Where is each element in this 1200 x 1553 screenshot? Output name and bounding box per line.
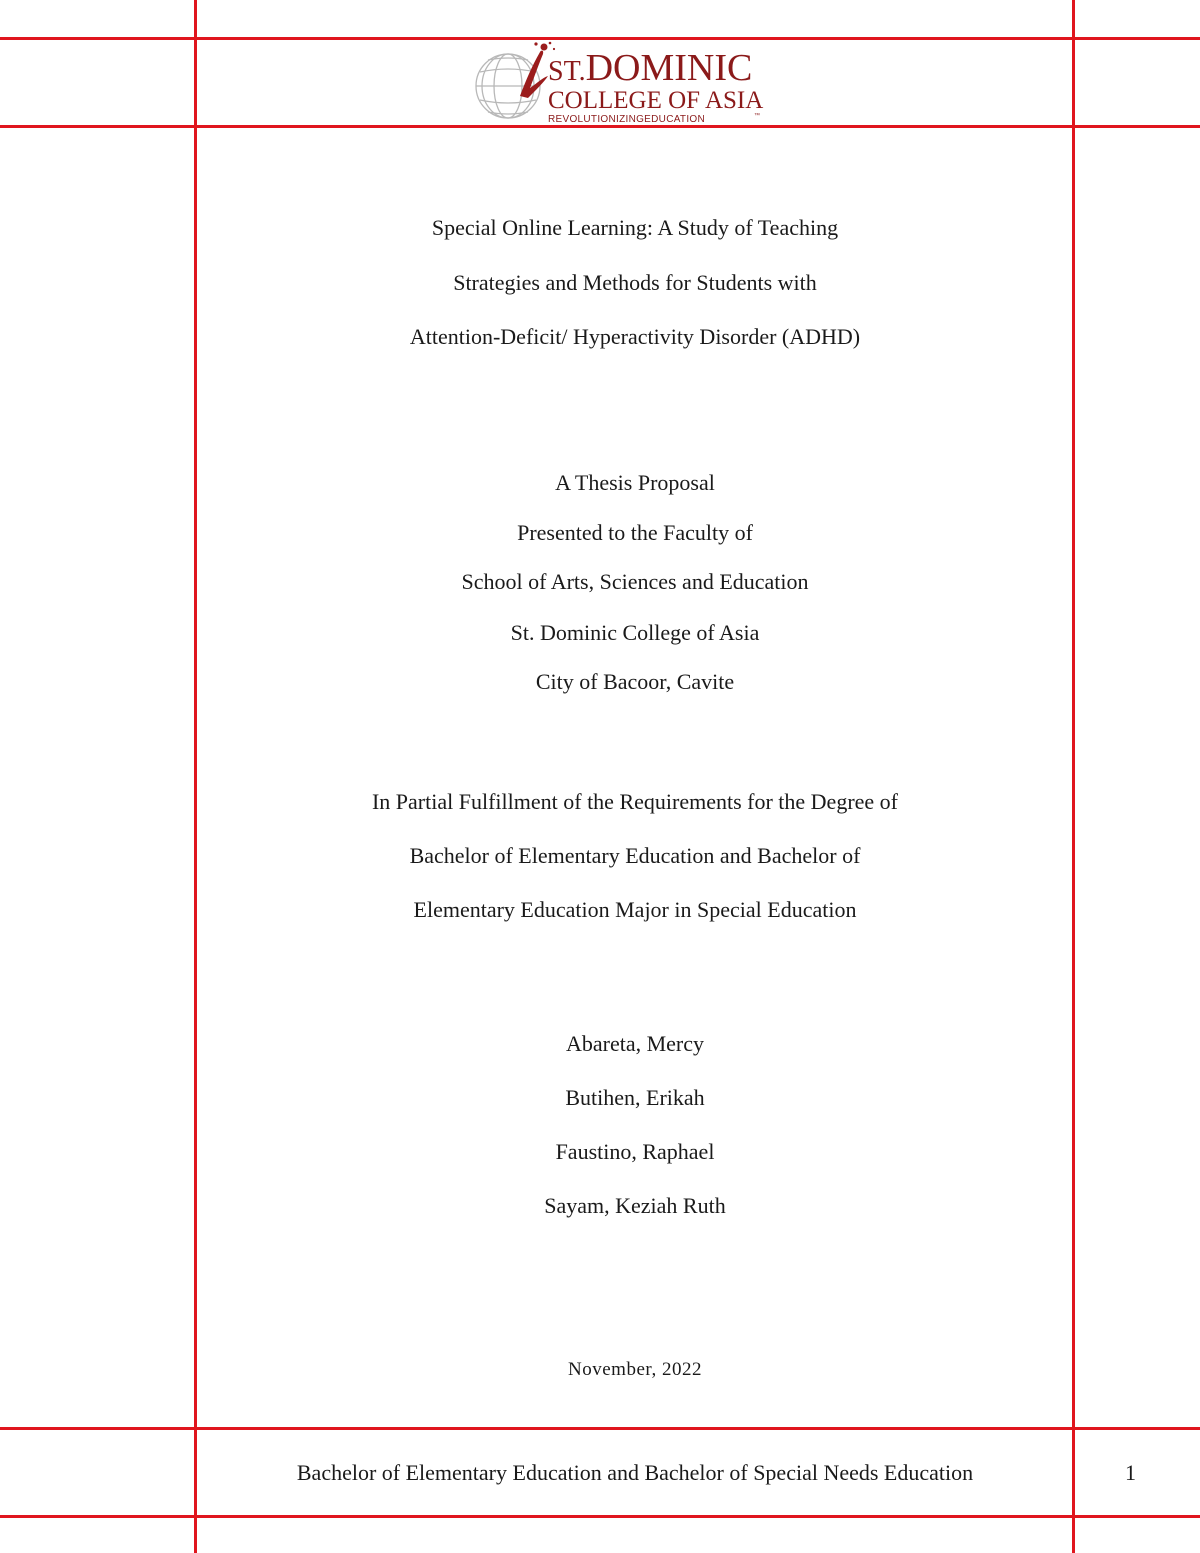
page-number: 1	[1125, 1460, 1136, 1485]
presentation-line-3: School of Arts, Sciences and Education	[461, 569, 809, 594]
fulfillment-line-1: In Partial Fulfillment of the Requirements for the Degree of	[371, 789, 898, 814]
title-line-3: Attention-Deficit/ Hyperactivity Disorder (ADHD)	[409, 324, 861, 349]
author-name: Butihen, Erikah	[565, 1085, 705, 1110]
proposal-date: November, 2022	[568, 1359, 702, 1380]
fulfillment-line-2: Bachelor of Elementary Education and Bachelor of	[409, 843, 861, 868]
college-logo	[470, 38, 770, 128]
footer-rule-bottom	[0, 1515, 1200, 1518]
presentation-line-4: St. Dominic College of Asia	[510, 620, 760, 645]
footer-rule-top	[0, 1427, 1200, 1430]
presentation-line-2: Presented to the Faculty of	[517, 520, 753, 545]
author-name: Abareta, Mercy	[565, 1031, 705, 1056]
presentation-line-1: A Thesis Proposal	[555, 470, 715, 495]
logo-name-line2: COLLEGE OF ASIA	[548, 87, 764, 114]
fulfillment-line-3: Elementary Education Major in Special Education	[413, 897, 857, 922]
title-line-1: Special Online Learning: A Study of Teaching	[431, 215, 839, 240]
title-line-2: Strategies and Methods for Students with	[453, 270, 817, 295]
presentation-line-5: City of Bacoor, Cavite	[535, 669, 735, 694]
logo-trademark: ™	[754, 113, 760, 119]
author-name: Sayam, Keziah Ruth	[544, 1193, 726, 1218]
author-name: Faustino, Raphael	[555, 1139, 715, 1164]
logo-tagline: REVOLUTIONIZINGEDUCATION	[548, 114, 706, 125]
footer-program-text: Bachelor of Elementary Education and Bachelor of Special Needs Education	[296, 1460, 974, 1485]
logo-name-line1: ST.DOMINIC	[548, 47, 753, 89]
